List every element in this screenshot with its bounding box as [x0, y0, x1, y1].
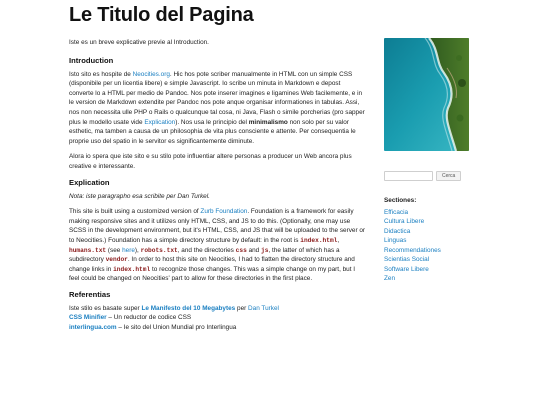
text-span: . Foundation is a framework for easily making responsive sites and it utilizes only HTML, CSS, and JS to do this. (Optionally, one may use SCSS in the development environment, but it's HTML, CSS, and JS that will be uploaded to the server or to Neocities.) Foundation has a simple directory structure by default: in the root is — [69, 208, 366, 244]
referentias-heading: Referentias — [69, 289, 111, 299]
text-span: . Hic hos pote scriber manualmente in HTML con un simple CSS (disponibile per un licentia libere) e simple Javascript. Io scribe un minuta in Markdown e depost converte lo a HTML per medio de Pandoc. Nos pote inserer imagines e ligamines Web facilemente, e in le version de Markdown extendite per Pandoc nos pote anque organisar informationes in tabulas. Assi, nos non necessita ulle PHP o Rails o qualcunque tal cosa, ni Java, Flash o simile porcherias (pro sapper plus le modello usate vide — [69, 70, 365, 126]
section-item-cultura-libere — [384, 217, 504, 227]
text-span: and — [246, 246, 262, 254]
code-css: css — [235, 246, 247, 254]
section-link[interactable]: Efficacia — [384, 208, 409, 216]
explication-heading: Explication — [69, 177, 110, 187]
section-link[interactable]: Didactica — [384, 227, 411, 235]
explication-link[interactable]: Explication — [144, 118, 176, 126]
introduction-paragraph-1 — [69, 70, 366, 147]
code-robots-txt: robots.txt — [140, 246, 178, 254]
text-span: per — [235, 304, 249, 312]
text-span: to recognize those changes. This was a simple change on my part, but I feel could be changed on Neocities' part to allow for these directories in the first place. — [69, 265, 356, 283]
reference-item — [69, 323, 366, 333]
text-span: (see — [106, 246, 123, 254]
section-item-linguas — [384, 236, 504, 246]
section-link[interactable]: Recommendationes — [384, 246, 441, 254]
text-span: – Un reductor de codice CSS — [106, 314, 192, 322]
zurb-foundation-link[interactable]: Zurb Foundation — [200, 208, 248, 216]
page-title: Le Titulo del Pagina — [69, 4, 254, 26]
manifesto-link[interactable]: Le Manifesto del 10 Megabytes — [141, 304, 236, 312]
main-content — [69, 38, 366, 333]
section-link[interactable]: Zen — [384, 275, 396, 283]
sidebar — [384, 38, 504, 284]
text-span: – Ie sito del Union Mundial pro Interlingua — [116, 324, 237, 332]
reference-item — [69, 313, 366, 323]
section-link[interactable]: Scientias Social — [384, 256, 430, 264]
here-link[interactable]: here — [122, 246, 135, 254]
minimalismo-emphasis: minimalismo — [248, 118, 288, 126]
dan-turkel-link[interactable]: Dan Turkel — [248, 304, 279, 312]
text-span: ). Nos usa le principio del — [175, 118, 249, 126]
section-item-efficacia — [384, 208, 504, 218]
css-minifier-link[interactable]: CSS Minifier — [69, 314, 107, 322]
text-span: This site is built using a customized version of — [69, 208, 201, 216]
reference-list — [69, 304, 366, 333]
interlingua-link[interactable]: interlingua.com — [69, 324, 117, 332]
neocities-link[interactable]: Neocities.org — [132, 70, 170, 78]
section-item-zen — [384, 274, 504, 284]
search-form — [384, 171, 504, 181]
code-index-html: index.html — [113, 265, 151, 273]
code-vendor: vendor — [105, 256, 128, 264]
code-index-html: index.html — [300, 236, 338, 244]
sections-list — [384, 208, 504, 284]
section-item-recommendationes — [384, 246, 504, 256]
code-js: js — [261, 246, 269, 254]
explication-note: Nota: iste paragrapho esa scribite per Dan Turkel. — [69, 192, 210, 200]
code-humans-txt: humans.txt — [69, 246, 107, 254]
text-span: , — [337, 236, 340, 244]
section-item-scientias-social — [384, 255, 504, 265]
text-span: ), — [134, 246, 141, 254]
text-span: . In order to host this site on Neocities, I had to flatten the directory structure and change links in — [69, 256, 355, 273]
introduction-paragraph-2: Alora io spera que iste sito e su stilo pote influentiar altere personas a producer un Web ancora plus creative e interessante. — [69, 153, 352, 170]
coastline-image — [384, 38, 469, 151]
sections-heading: Sectiones: — [384, 197, 417, 204]
section-link[interactable]: Cultura Libere — [384, 218, 425, 226]
text-span: Isto sito es hospite de — [69, 70, 133, 78]
text-span: , and the directories — [177, 246, 236, 254]
section-item-didactica — [384, 227, 504, 237]
intro-text: Iste es un breve explicative previe al Introduction. — [69, 39, 209, 46]
section-item-software-libere — [384, 265, 504, 275]
search-input[interactable] — [384, 171, 433, 181]
reference-item — [69, 304, 366, 314]
section-link[interactable]: Linguas — [384, 237, 407, 245]
search-button[interactable]: Cerca — [436, 171, 461, 181]
text-span: , the latter of which has a subdirectory — [69, 246, 340, 264]
text-span: Iste stilo es basate super — [69, 304, 142, 312]
text-span: non solo per su valor esthetic, ma tamben a causa de un philosophia de vita plus consciente e attente. Per consequentia le proprie uso del spatio in le servitor es significantemente diminute. — [69, 118, 356, 145]
introduction-heading: Introduction — [69, 55, 114, 65]
section-link[interactable]: Software Libere — [384, 265, 429, 273]
explication-paragraph — [69, 207, 366, 284]
